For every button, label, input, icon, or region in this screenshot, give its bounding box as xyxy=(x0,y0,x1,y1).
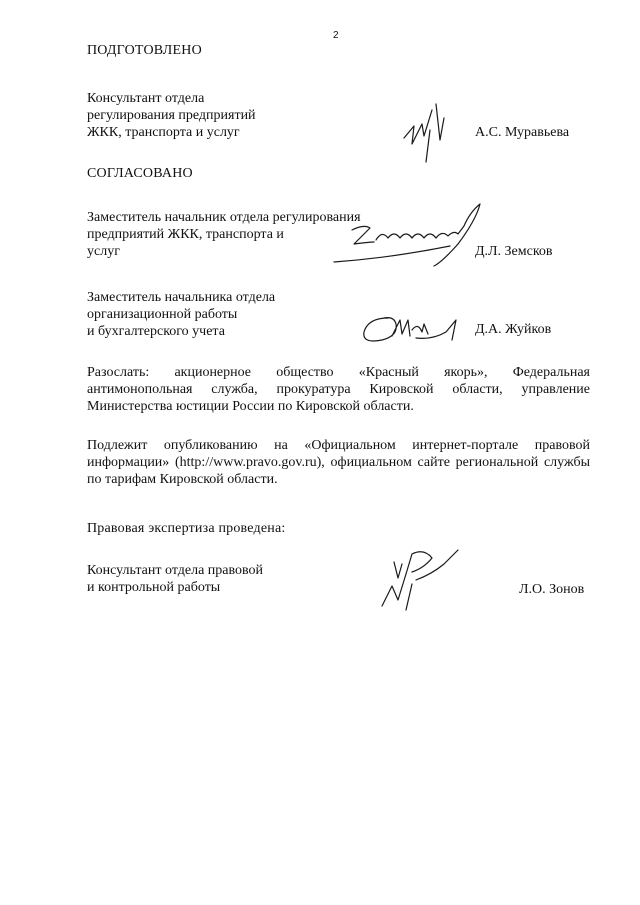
signature-zhuikov xyxy=(358,310,466,348)
legal-review-position xyxy=(87,562,397,596)
prepared-signer-name: А.С. Муравьева xyxy=(475,125,570,140)
position-line: Консультант отдела xyxy=(87,91,205,106)
position-line: Заместитель начальник отдела регулирования xyxy=(87,210,361,225)
publication-note: Подлежит опубликованию на «Официальном интернет-портале правовой информации» (http://www.pravo.gov.ru), официальном сайте региональной службы по тарифам Кировской области. xyxy=(87,438,590,487)
agreed-signer-1-name: Д.Л. Земсков xyxy=(475,244,553,259)
signature-zemskov xyxy=(330,200,490,274)
prepared-position xyxy=(87,90,397,141)
agreed-heading: СОГЛАСОВАНО xyxy=(87,166,193,181)
position-line: Заместитель начальника отдела xyxy=(87,290,276,305)
position-line: услуг xyxy=(87,244,120,259)
position-line: и бухгалтерского учета xyxy=(87,324,225,339)
position-line: Консультант отдела правовой xyxy=(87,563,264,578)
page-number: 2 xyxy=(333,30,339,41)
signature-zonov xyxy=(372,544,462,616)
agreed-signer-2-position xyxy=(87,289,397,340)
position-line: ЖКК, транспорта и услуг xyxy=(87,125,240,140)
position-line: регулирования предприятий xyxy=(87,108,256,123)
signature-muravyeva xyxy=(400,100,460,166)
prepared-heading: ПОДГОТОВЛЕНО xyxy=(87,43,202,58)
position-line: и контрольной работы xyxy=(87,580,221,595)
position-line: организационной работы xyxy=(87,307,238,322)
legal-review-note: Правовая экспертиза проведена: xyxy=(87,521,286,536)
position-line: предприятий ЖКК, транспорта и xyxy=(87,227,284,242)
legal-review-signer-name: Л.О. Зонов xyxy=(519,582,585,597)
distribution-list: Разослать: акционерное общество «Красный якорь», Федеральная антимонопольная служба, прокуратура Кировской области, управление Министерства юстиции России по Кировской области. xyxy=(87,365,590,414)
agreed-signer-2-name: Д.А. Жуйков xyxy=(475,322,552,337)
